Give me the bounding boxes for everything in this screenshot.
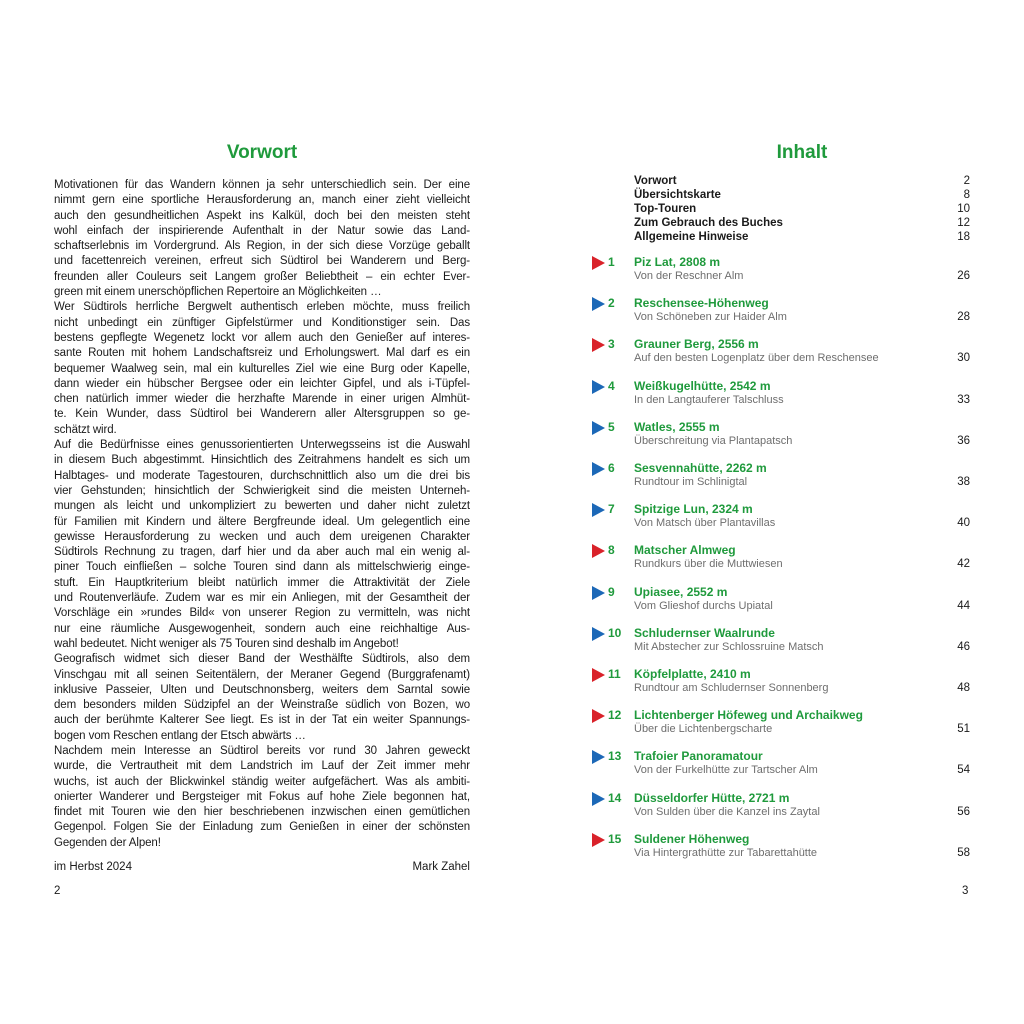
blue-triangle-icon (592, 750, 605, 764)
tour-number: 3 (608, 337, 615, 352)
tour-title: Köpfelplatte, 2410 m (634, 667, 751, 681)
tour-title: Watles, 2555 m (634, 419, 720, 434)
foreword-line: sante Routen mit hohem Landschaftsreiz und Erholungswert. Mal darf es ein (54, 347, 470, 360)
tour-page: 42 (957, 558, 970, 571)
toc-tour-entry[interactable] (592, 543, 970, 577)
foreword-date: im Herbst 2024 (54, 861, 132, 873)
tour-number: 8 (608, 543, 615, 558)
tour-page: 58 (957, 846, 970, 859)
foreword-line: Nachdem mein Interesse an Südtirol bereits vor rund 30 Jahren geweckt (54, 744, 470, 757)
foreword-line: wahl bedeutet. Nicht weniger als 75 Touren sind deshalb im Angebot! (54, 637, 399, 650)
tour-page: 30 (957, 352, 970, 365)
tour-subtitle: Von Schöneben zur Haider Alm (634, 311, 787, 324)
toc-entry-page: 10 (957, 203, 970, 215)
contents-heading: Inhalt (776, 142, 828, 163)
foreword-line: Wer Südtirols herrliche Bergwelt authentisch erleben möchte, muss freilich (54, 301, 470, 314)
tour-subtitle: Von Matsch über Plantavillas (634, 517, 776, 530)
tour-title: Reschensee-Höhenweg (634, 296, 769, 311)
foreword-line: Vorschläge ein »rundes Bild« von unserer Region zu vermitteln, was nicht (54, 607, 470, 620)
foreword-line: Südtirols Rechnung zu tragen, darf hier und da aber auch mal ein wenig al- (54, 546, 470, 559)
foreword-line: und facettenreich vereinen, erfreut sich Südtirol bei Wanderern und Berg- (54, 255, 470, 268)
foreword-line: gewisse Herausforderung zu wecken und auch dem ureigenen Charakter (54, 530, 470, 543)
toc-tour-entry[interactable] (592, 296, 970, 330)
toc-tour-entry[interactable] (592, 626, 970, 660)
signature (54, 860, 470, 875)
toc-tour-entry[interactable] (592, 749, 970, 783)
toc-entry-title: Übersichtskarte (634, 189, 721, 201)
foreword-line: nicht unbedingt ein zünftiger Gipfelstürmer und Konditionstiger sein. Das (54, 316, 470, 329)
tour-number: 12 (608, 708, 622, 723)
toc-front-entry[interactable] (634, 188, 970, 202)
toc-tour-entry[interactable] (592, 708, 970, 742)
toc-tour-entry[interactable] (592, 791, 970, 825)
tour-subtitle: In den Langtauferer Talschluss (634, 393, 784, 406)
foreword-line: bogen vom Reschen entlang der Etsch abwärts … (54, 729, 306, 742)
tour-subtitle: Von der Furkelhütte zur Tartscher Alm (634, 764, 818, 777)
foreword-line: piner Touch einfließen – solche Touren sind dann als mittelschwierig einge- (54, 561, 470, 574)
foreword-line: Halbtages- und moderate Tagestouren, durchschnittlich also um die drei bis (54, 469, 470, 482)
toc-tour-entry[interactable] (592, 585, 970, 619)
tour-title: Matscher Almweg (634, 543, 736, 558)
tour-number: 14 (608, 790, 622, 805)
tour-page: 56 (957, 805, 970, 818)
tour-subtitle: Via Hintergrathütte zur Tabarettahütte (634, 846, 818, 859)
foreword-line: dem besonders milden Südzipfel an der Weinstraße südlich von Bozen, wo (54, 699, 470, 712)
tour-number: 5 (608, 419, 615, 434)
foreword-line: dann wieder ein hübscher Bergsee oder ein leichter Gipfel, und als i-Tüpfel- (54, 377, 470, 390)
tour-subtitle: Mit Abstecher zur Schlossruine Matsch (634, 640, 824, 653)
foreword-author: Mark Zahel (412, 861, 470, 873)
tour-subtitle: Von der Reschner Alm (634, 270, 744, 282)
tour-page: 48 (957, 682, 970, 694)
toc-tour-entry[interactable] (592, 337, 970, 371)
tour-number: 13 (608, 749, 622, 764)
foreword-line: nimmt gern eine sportliche Herausforderung an, manch einer zieht vielleicht (54, 194, 470, 207)
foreword-line: und Routenverläufe. Zudem war es mir ein Anliegen, mit der Gesamtheit der (54, 592, 470, 605)
right-page (512, 0, 1024, 1024)
tour-number: 7 (608, 502, 615, 517)
toc-tour-entry[interactable] (592, 255, 970, 289)
toc-entry-title: Vorwort (634, 175, 677, 187)
toc-front-entry[interactable] (634, 230, 970, 244)
tour-title: Lichtenberger Höfeweg und Archaikweg (634, 708, 863, 723)
toc-entry-page: 12 (957, 217, 970, 229)
red-triangle-icon (592, 833, 605, 847)
toc-front-entry[interactable] (634, 202, 970, 216)
tour-title: Düsseldorfer Hütte, 2721 m (634, 790, 790, 805)
red-triangle-icon (592, 668, 605, 682)
tour-page: 51 (957, 723, 970, 736)
foreword-line: schätzt wird. (54, 423, 117, 436)
tour-page: 46 (957, 640, 970, 653)
tour-title: Grauner Berg, 2556 m (634, 337, 759, 352)
foreword-line: auch der berühmte Kalterer See liegt. Es ist in der Tat ein weiter Spannungs- (54, 714, 470, 727)
toc-tour-entry[interactable] (592, 667, 970, 701)
foreword-line: vier Gehstunden; hinsichtlich der Schwierigkeit sind die meisten Unterneh- (54, 484, 470, 497)
tour-number: 15 (608, 831, 622, 846)
foreword-line: nur eine räumliche Ausgewogenheit, sondern auch eine reichhaltige Aus- (54, 622, 470, 635)
tour-page: 40 (957, 517, 970, 530)
toc-entry-page: 2 (963, 175, 970, 187)
blue-triangle-icon (592, 503, 605, 517)
toc-entry-title: Zum Gebrauch des Buches (634, 217, 783, 229)
foreword-line: schaftserlebnis im Vordergrund. Als Region, in der sich diese Vorzüge geballt (54, 240, 470, 253)
tour-title: Schludernser Waalrunde (634, 625, 775, 640)
tour-number: 4 (608, 378, 615, 393)
tour-title: Sesvennahütte, 2262 m (634, 461, 767, 475)
foreword-line: bestens gepflegte Wegenetz lockt vor allem auch den Genießer auf interes- (54, 331, 470, 344)
tour-title: Upiasee, 2552 m (634, 584, 728, 599)
foreword-line: mungen als leicht und unkompliziert zu bewerten und daher nicht zuletzt (54, 500, 470, 513)
foreword-line: green mit einem unerschöpflichen Repertoire an Möglichkeiten … (54, 286, 382, 299)
toc-entry-title: Allgemeine Hinweise (634, 231, 749, 243)
tour-page: 26 (957, 270, 970, 282)
toc-entry-page: 8 (963, 189, 970, 201)
tour-page: 36 (957, 434, 970, 447)
foreword-line: in diesem Buch abgestimmt. Hinsichtlich des Zeitrahmens handelt es sich um (54, 454, 470, 467)
red-triangle-icon (592, 338, 605, 352)
toc-front-entry[interactable] (634, 216, 970, 230)
tour-subtitle: Auf den besten Logenplatz über dem Reschensee (634, 352, 879, 365)
foreword-line: für Familien mit Kindern und ältere Bergfreunde ideal. Um gelegentlich eine (54, 515, 470, 528)
tour-page: 33 (957, 393, 970, 406)
foreword-line: Geografisch widmet sich dieser Band der Westhälfte Südtirols, also dem (54, 653, 470, 666)
foreword-text (54, 178, 470, 851)
foreword-line: bequemer Waalweg sein, mal ein kulturelles Ziel wie eine Burg oder Kapelle, (54, 362, 470, 375)
tour-subtitle: Vom Glieshof durchs Upiatal (634, 599, 773, 612)
tour-page: 28 (957, 311, 970, 324)
foreword-line: stuft. Ein Hauptkriterium bleibt natürlich immer die Attraktivität der Ziele (54, 576, 470, 589)
tour-subtitle: Rundtour am Schludernser Sonnenberg (634, 682, 829, 694)
foreword-line: onierter Wanderer und Bergsteiger mit Fokus auf hohe Ziele begonnen hat, (54, 790, 470, 803)
blue-triangle-icon (592, 297, 605, 311)
blue-triangle-icon (592, 792, 605, 806)
foreword-line: wuchs, ist auch der Blickwinkel ständig weiter aufgefächert. Was als ambiti- (54, 775, 470, 788)
tour-title: Suldener Höhenweg (634, 831, 750, 846)
foreword-line: Motivationen für das Wandern können ja sehr unterschiedlich sein. Der eine (54, 179, 470, 191)
foreword-line: chen natürlich immer wieder die herzhafte Marende in einer urigen Almhüt- (54, 393, 470, 406)
toc-tour-entry[interactable] (592, 502, 970, 536)
foreword-line: freunden aller Couleurs seit Langem großer Beliebtheit – ein echter Ever- (54, 270, 470, 283)
blue-triangle-icon (592, 421, 605, 435)
tour-subtitle: Über die Lichtenbergscharte (634, 723, 773, 736)
toc-entry-page: 18 (957, 231, 970, 243)
tour-number: 6 (608, 461, 615, 475)
foreword-line: findet mit Touren wie den hier beschriebenen inzwischen einen gemütlichen (54, 806, 470, 819)
foreword-line: Vinschgau mit all seinen Seitentälern, der Meraner Gegend (Burggrafenamt) (54, 668, 470, 681)
toc-tour-entry[interactable] (592, 832, 970, 866)
tour-page: 38 (957, 476, 970, 488)
blue-triangle-icon (592, 586, 605, 600)
tour-page: 54 (957, 764, 970, 777)
foreword-line: te. Kein Wunder, dass Südtirol bei Wanderern aller Altersgruppen so ge- (54, 408, 470, 421)
tour-subtitle: Rundtour im Schlinigtal (634, 476, 748, 488)
foreword-heading: Vorwort (226, 142, 298, 163)
tour-page: 44 (957, 599, 970, 612)
toc-tour-entry[interactable] (592, 379, 970, 413)
blue-triangle-icon (592, 380, 605, 394)
tour-title: Trafoier Panoramatour (634, 749, 763, 764)
tour-number: 11 (608, 667, 621, 681)
tour-number: 2 (608, 296, 615, 311)
tour-number: 9 (608, 584, 615, 599)
red-triangle-icon (592, 544, 605, 558)
page-number-right: 3 (962, 885, 969, 897)
foreword-line: Gegenpol. Folgen Sie der Einladung zum Genießen in einer der schönsten (54, 821, 470, 834)
tour-number: 10 (608, 625, 622, 640)
tour-title: Spitzige Lun, 2324 m (634, 502, 753, 517)
toc-tour-entry[interactable] (592, 461, 970, 495)
red-triangle-icon (592, 256, 605, 270)
toc-entry-title: Top-Touren (634, 203, 697, 215)
foreword-line: auch den gesundheitlichen Aspekt ins Kalkül, doch bei den meisten steht (54, 209, 470, 222)
tour-subtitle: Rundkurs über die Muttwiesen (634, 558, 783, 571)
foreword-line: inklusive Passeier, Ulten und Deutschnonsberg, weiters dem Sarntal sowie (54, 683, 470, 696)
blue-triangle-icon (592, 462, 605, 476)
toc-front-entry[interactable] (634, 174, 970, 188)
blue-triangle-icon (592, 627, 605, 641)
tour-title: Piz Lat, 2808 m (634, 255, 721, 269)
red-triangle-icon (592, 709, 605, 723)
tour-number: 1 (608, 255, 615, 269)
foreword-line: wohl einfach der inspirierende Aufenthalt in der Natur sowie das Land- (54, 224, 470, 237)
foreword-line: Auf die Bedürfnisse eines genussorientierten Unterwegsseins ist die Auswahl (54, 439, 470, 452)
tour-title: Weißkugelhütte, 2542 m (634, 378, 771, 393)
toc-front-matter (634, 174, 970, 244)
foreword-line: wurde, die Vertrautheit mit dem Landstrich im Lauf der Zeit immer mehr (54, 760, 470, 773)
foreword-line: Gegenden der Alpen! (54, 836, 161, 849)
toc-tour-entry[interactable] (592, 420, 970, 454)
page-number-left: 2 (54, 885, 61, 897)
tour-subtitle: Von Sulden über die Kanzel ins Zaytal (634, 805, 820, 818)
tour-subtitle: Überschreitung via Plantapatsch (634, 434, 793, 447)
